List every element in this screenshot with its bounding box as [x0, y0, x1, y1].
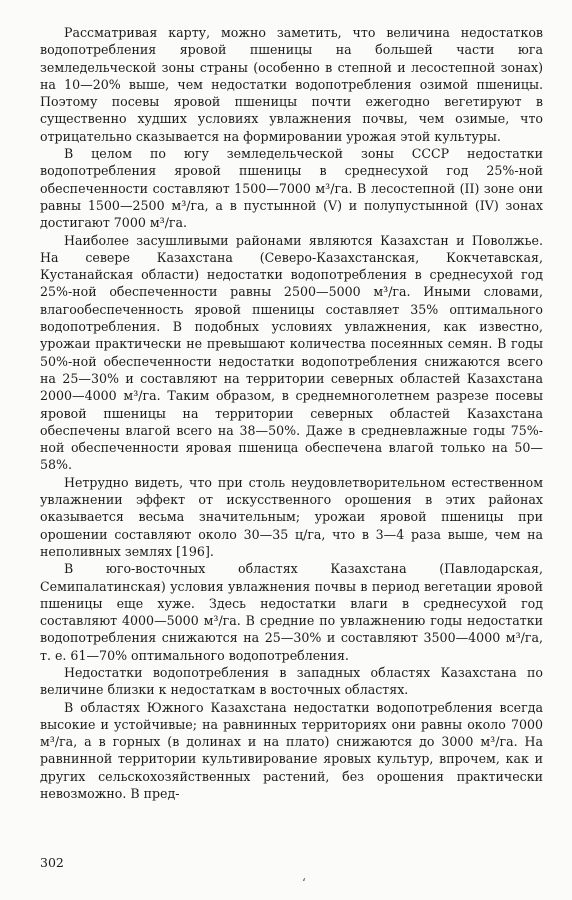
stray-mark: ‘ — [302, 876, 306, 890]
paragraph: В целом по югу земледельческой зоны СССР недостатки водопотребления яровой пшеницы в среднесухой год 25%-ной обеспеченности составляют 1500—7000 м³/га. В лесостепной (II) зоне они равны 1500—2500 м³/га, а в пустынной (V) и полупустынной (IV) зонах достигают 7000 м³/га. — [40, 146, 543, 231]
paragraph: Нетрудно видеть, что при столь неудовлетворительном естественном увлажнении эффект от искусственного орошения в этих районах оказывается весьма значительным; урожаи яровой пшеницы при орошении составляют около 30—35 ц/га, что в 3—4 раза выше, чем на неполивных землях [196]. — [40, 474, 543, 559]
paragraph: В областях Южного Казахстана недостатки водопотребления всегда высокие и устойчивые; на равнинных территориях они равны около 7000 м³/га, а в горных (в долинах и на плато) снижаются до 3000 м³/га. На равнинной территории культивирование яровых культур, впрочем, как и других сельскохозяйственных растений, без орошения практически невозможно. В пред- — [40, 699, 543, 802]
paragraph: Рассматривая карту, можно заметить, что величина недостатков водопотребления яровой пшеницы на большей части юга земледельческой зоны страны (особенно в степной и лесостепной зонах) на 10—20% выше, чем недостатки водопотребления озимой пшеницы. Поэтому посевы яровой пшеницы почти ежегодно вегетируют в существенно худших условиях увлажнения почвы, чем озимые, что отрицательно сказывается на формировании урожая этой культуры. — [40, 25, 543, 144]
paragraph: В юго-восточных областях Казахстана (Павлодарская, Семипалатинская) условия увлажнения почвы в период вегетации яровой пшеницы еще хуже. Здесь недостатки влаги в среднесухой год составляют 4000—5000 м³/га. В средние по увлажнению годы недостатки водопотребления снижаются на 25—30% и составляют 3500—4000 м³/га, т. е. 61—70% оптимального водопотребления. — [40, 561, 543, 663]
page-number: 302 — [40, 855, 64, 870]
paragraph: Недостатки водопотребления в западных областях Казахстана по величине близки к недостаткам в восточных областях. — [40, 664, 543, 698]
paragraph: Наиболее засушливыми районами являются Казахстан и Поволжье. На севере Казахстана (Северо-Казахстанская, Кокчетавская, Кустанайская области) недостатки водопотребления в среднесухой год 25%-ной обеспеченности равны 2500—5000 м³/га. Иными словами, влагообеспеченность яровой пшеницы составляет 35% оптимального водопотребления. В подобных условиях увлажнения, как известно, урожаи практически не превышают количества посеянных семян. В годы 50%-ной обеспеченности недостатки водопотребления снижаются всего на 25—30% и составляют на территории северных областей Казахстана 2000—4000 м³/га. Таким образом, в среднемноголетнем разрезе посевы яровой пшеницы на территории северных областей Казахстана обеспечены влагой всего на 38—50%. Даже в средневлажные годы 75%-ной обеспеченности яровая пшеница обеспечена влагой только на 50—58%. — [40, 232, 543, 473]
body-text — [40, 24, 543, 802]
